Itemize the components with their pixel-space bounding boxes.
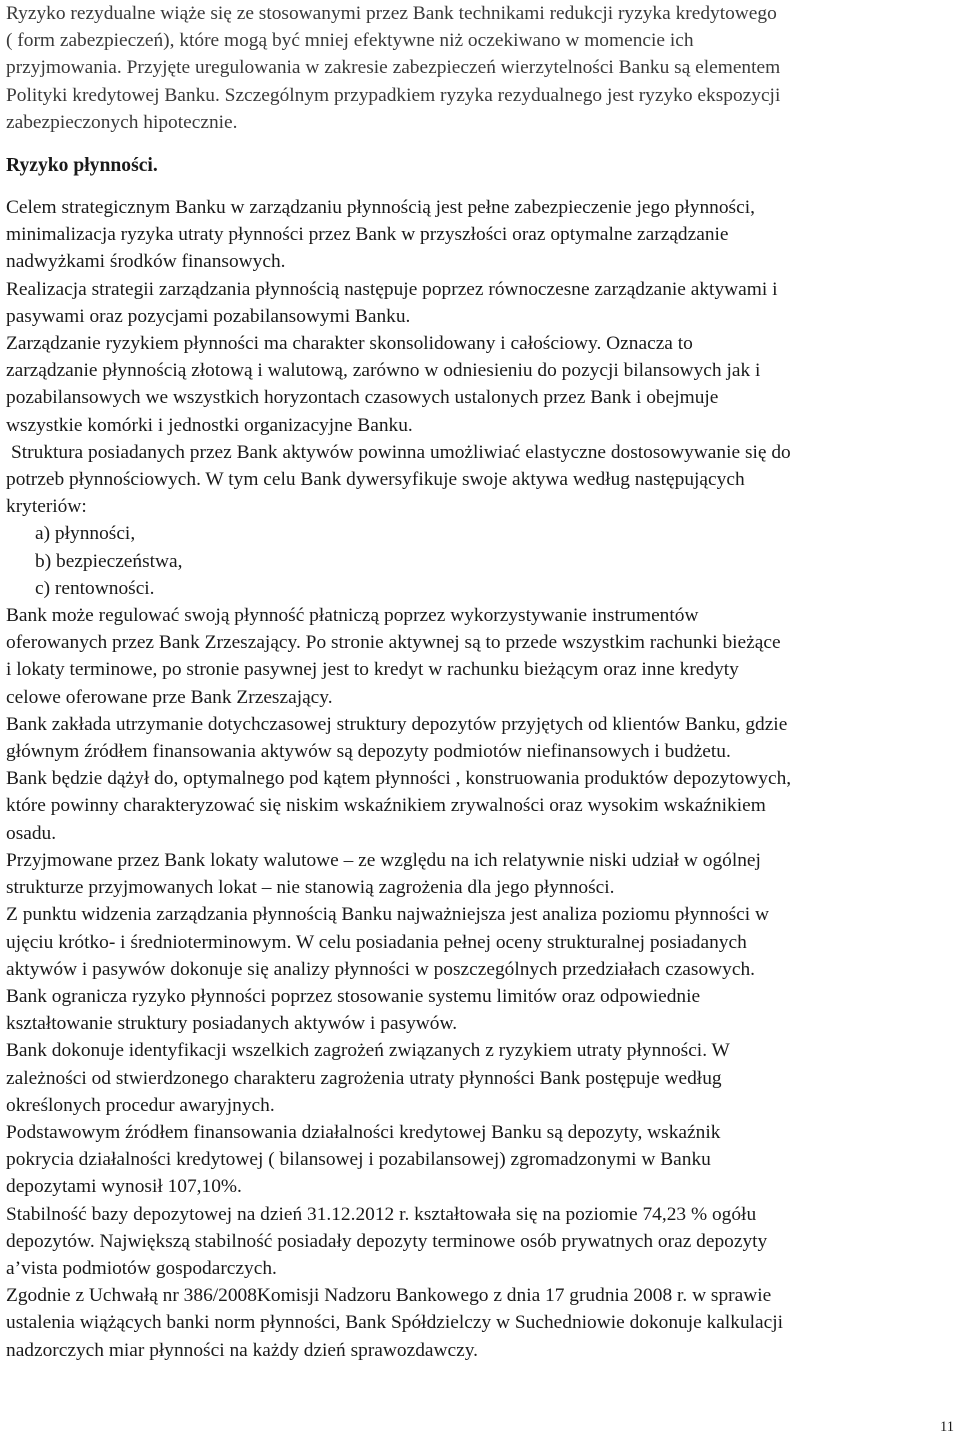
text-line: Celem strategicznym Banku w zarządzaniu płynnością jest pełne zabezpieczenie jego płynności, [6, 197, 755, 219]
text-line: Bank będzie dążył do, optymalnego pod kątem płynności , konstruowania produktów depozytowych, [6, 768, 792, 790]
intro-line: Ryzyko rezydualne wiąże się ze stosowanymi przez Bank technikami redukcji ryzyka kredytowego [6, 3, 777, 24]
intro-line: Polityki kredytowej Banku. Szczególnym przypadkiem ryzyka rezydualnego jest ryzyko ekspozycji [6, 84, 781, 106]
intro-paragraph [6, 0, 958, 136]
text-line: Struktura posiadanych przez Bank aktywów powinna umożliwiać elastyczne dostosowywanie się do [11, 441, 791, 463]
text-line: potrzeb płynnościowych. W tym celu Bank dywersyfikuje swoje aktywa według następujących [6, 469, 745, 491]
section-body [6, 194, 958, 1364]
text-line: Zgodnie z Uchwałą nr 386/2008Komisji Nadzoru Bankowego z dnia 17 grudnia 2008 r. w sprawie [6, 1285, 772, 1307]
text-line: Bank zakłada utrzymanie dotychczasowej struktury depozytów przyjętych od klientów Banku, gdzie [6, 713, 788, 735]
text-line: Przyjmowane przez Bank lokaty walutowe – ze względu na ich relatywnie niski udział w ogólnej [6, 849, 761, 871]
text-line: aktywów i pasywów dokonuje się analizy płynności w poszczególnych przedziałach czasowych. [6, 958, 755, 980]
text-line: depozytów. Największą stabilność posiadały depozyty terminowe osób prywatnych oraz depozyty [6, 1230, 768, 1252]
text-line: strukturze przyjmowanych lokat – nie stanowią zagrożenia dla jego płynności. [6, 877, 615, 899]
text-line: ujęciu krótko- i średnioterminowym. W celu posiadania pełnej oceny strukturalnej posiadanych [6, 931, 747, 953]
text-line: depozytami wynosił 107,10%. [6, 1176, 242, 1198]
text-line: Bank może regulować swoją płynność płatniczą poprzez wykorzystywanie instrumentów [6, 605, 699, 627]
text-line: ustalenia wiążących banki norm płynności, Bank Spółdzielczy w Suchedniowie dokonuje kalkulacji [6, 1312, 784, 1334]
text-line: Stabilność bazy depozytowej na dzień 31.12.2012 r. kształtowała się na poziomie 74,23 % ogółu [6, 1203, 757, 1225]
intro-line: ( form zabezpieczeń), które mogą być mniej efektywne niż oczekiwano w momencie ich [6, 30, 694, 52]
document-page [6, 0, 958, 1364]
text-line: Realizacja strategii zarządzania płynnością następuje poprzez równoczesne zarządzanie aktywami i [6, 278, 778, 300]
text-line: oferowanych przez Bank Zrzeszający. Po stronie aktywnej są to przede wszystkim rachunki bieżące [6, 632, 781, 654]
text-line: i lokaty terminowe, po stronie pasywnej jest to kredyt w rachunku bieżącym oraz inne kredyty [6, 659, 739, 681]
text-line: wszystkie komórki i jednostki organizacyjne Banku. [6, 414, 413, 436]
text-line: zależności od stwierdzonego charakteru zagrożenia utraty płynności Bank postępuje według [6, 1067, 722, 1089]
text-line: Bank dokonuje identyfikacji wszelkich zagrożeń związanych z ryzykiem utraty płynności. W [6, 1040, 730, 1062]
text-line: zarządzanie płynnością złotową i walutową, zarówno w odniesieniu do pozycji bilansowych jak i [6, 360, 761, 382]
text-line: pasywami oraz pozycjami pozabilansowymi Banku. [6, 305, 411, 327]
section-heading: Ryzyko płynności. [6, 155, 158, 177]
text-line: celowe oferowane prze Bank Zrzeszający. [6, 686, 333, 708]
text-line: osadu. [6, 822, 57, 844]
text-line: minimalizacja ryzyka utraty płynności przez Bank w przyszłości oraz optymalne zarządzanie [6, 224, 729, 246]
intro-line: przyjmowania. Przyjęte uregulowania w zakresie zabezpieczeń wierzytelności Banku są elementem [6, 57, 781, 79]
text-line: nadzorczych miar płynności na każdy dzień sprawozdawczy. [6, 1339, 478, 1361]
list-item: c) rentowności. [35, 577, 155, 599]
page-number: 11 [940, 1419, 954, 1435]
text-line: Bank ogranicza ryzyko płynności poprzez stosowanie systemu limitów oraz odpowiednie [6, 985, 701, 1007]
text-line: głównym źródłem finansowania aktywów są depozyty podmiotów niefinansowych i budżetu. [6, 741, 731, 763]
list-item: b) bezpieczeństwa, [35, 550, 183, 572]
intro-line: zabezpieczonych hipotecznie. [6, 111, 238, 133]
text-line: Z punktu widzenia zarządzania płynnością Banku najważniejsza jest analiza poziomu płynności w [6, 904, 769, 926]
text-line: kształtowanie struktury posiadanych aktywów i pasywów. [6, 1013, 458, 1035]
text-line: pokrycia działalności kredytowej ( bilansowej i pozabilansowej) zgromadzonymi w Banku [6, 1149, 711, 1171]
list-item: a) płynności, [35, 523, 136, 545]
text-line: nadwyżkami środków finansowych. [6, 251, 286, 273]
text-line: pozabilansowych we wszystkich horyzontach czasowych ustalonych przez Bank i obejmuje [6, 387, 719, 409]
text-line: kryteriów: [6, 496, 87, 518]
text-line: Podstawowym źródłem finansowania działalności kredytowej Banku są depozyty, wskaźnik [6, 1121, 721, 1143]
text-line: określonych procedur awaryjnych. [6, 1094, 275, 1116]
text-line: a’vista podmiotów gospodarczych. [6, 1257, 277, 1279]
text-line: Zarządzanie ryzykiem płynności ma charakter skonsolidowany i całościowy. Oznacza to [6, 333, 693, 355]
text-line: które powinny charakteryzować się niskim wskaźnikiem zrywalności oraz wysokim wskaźnikiem [6, 795, 766, 817]
